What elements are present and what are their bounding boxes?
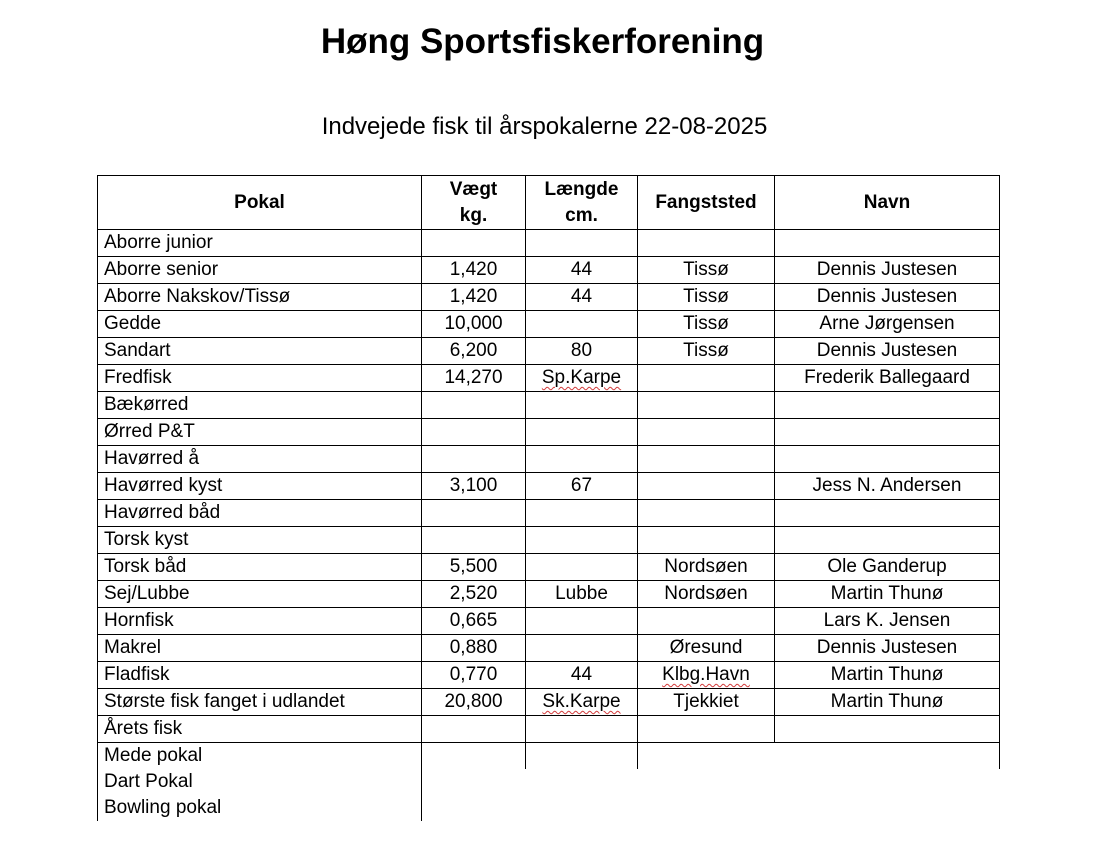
cell-pokal xyxy=(98,743,422,770)
cell-pokal-text: Fredfisk xyxy=(104,367,172,388)
cell-navn xyxy=(775,716,1000,743)
cell-navn xyxy=(775,419,1000,446)
table-row xyxy=(98,527,1000,554)
cell-laengde xyxy=(526,365,638,392)
cell-pokal xyxy=(98,581,422,608)
table-header xyxy=(98,176,1000,230)
cell-fangststed-text: Tjekkiet xyxy=(673,691,739,712)
cell-navn xyxy=(775,662,1000,689)
cell-pokal-text: Torsk kyst xyxy=(104,529,189,550)
cell-navn xyxy=(775,473,1000,500)
cell-laengde xyxy=(526,527,638,554)
cell-laengde xyxy=(526,581,638,608)
header-laengde xyxy=(526,176,638,230)
cell-laengde-text: 44 xyxy=(570,664,593,685)
cell-pokal xyxy=(98,554,422,581)
cell-fangststed-text: Øresund xyxy=(669,637,743,658)
cell-fangststed xyxy=(638,230,775,257)
table-row xyxy=(98,743,1000,770)
cell-navn-text: Arne Jørgensen xyxy=(819,313,955,334)
cell-vaegt-text: 5,500 xyxy=(449,556,498,577)
cell-empty xyxy=(775,795,1000,821)
cell-navn-text: Martin Thunø xyxy=(830,664,944,685)
cell-vaegt-text: 10,000 xyxy=(444,313,503,334)
document-subtitle: Indvejede fisk til årspokalerne 22-08-2025 xyxy=(321,113,768,140)
cell-empty xyxy=(526,769,638,795)
cell-vaegt xyxy=(422,473,526,500)
cell-vaegt-text: 1,420 xyxy=(449,259,498,280)
cell-vaegt-text: 0,665 xyxy=(449,610,498,631)
cell-pokal-text: Hornfisk xyxy=(104,610,174,631)
cell-laengde-text: 44 xyxy=(570,286,593,307)
document-title: Høng Sportsfiskerforening xyxy=(320,22,765,61)
cell-vaegt xyxy=(422,716,526,743)
cell-navn xyxy=(775,527,1000,554)
cell-pokal xyxy=(98,392,422,419)
cell-pokal-text: Mede pokal xyxy=(104,745,203,766)
cell-navn-text: Dennis Justesen xyxy=(816,340,958,361)
cell-laengde xyxy=(526,230,638,257)
cell-fangststed xyxy=(638,716,775,743)
cell-vaegt-text: 20,800 xyxy=(444,691,503,712)
header-vaegt-line1: Vægt xyxy=(449,178,498,200)
cell-empty xyxy=(422,795,526,821)
cell-fangststed xyxy=(638,311,775,338)
cell-fangststed xyxy=(638,392,775,419)
table-row xyxy=(98,581,1000,608)
cell-fangststed xyxy=(638,500,775,527)
cell-pokal-text: Havørred kyst xyxy=(104,475,223,496)
cell-vaegt xyxy=(422,257,526,284)
table-row xyxy=(98,365,1000,392)
cell-pokal-text: Makrel xyxy=(104,637,162,658)
cell-vaegt-text: 0,880 xyxy=(449,637,498,658)
cell-pokal-text: Torsk båd xyxy=(104,556,187,577)
cell-fangststed-text: Nordsøen xyxy=(664,583,748,604)
cell-pokal-text: Havørred båd xyxy=(104,502,221,523)
header-laengde-line2: cm. xyxy=(565,204,598,226)
cell-vaegt-text: 1,420 xyxy=(449,286,498,307)
cell-pokal xyxy=(98,311,422,338)
cell-fangststed-text: Klbg.Havn xyxy=(662,664,750,685)
cell-pokal-text: Fladfisk xyxy=(104,664,170,685)
cell-vaegt xyxy=(422,527,526,554)
table-row xyxy=(98,257,1000,284)
table-row xyxy=(98,662,1000,689)
cell-fangststed-text: Tissø xyxy=(683,286,729,307)
cell-vaegt xyxy=(422,230,526,257)
table-row xyxy=(98,419,1000,446)
cell-vaegt xyxy=(422,608,526,635)
cell-laengde xyxy=(526,500,638,527)
cell-fangststed-text: Tissø xyxy=(683,340,729,361)
cell-fangststed xyxy=(638,473,775,500)
cell-empty xyxy=(422,743,526,770)
cell-empty xyxy=(775,769,1000,795)
cell-laengde xyxy=(526,257,638,284)
cell-pokal xyxy=(98,446,422,473)
cell-navn-text: Ole Ganderup xyxy=(827,556,947,577)
cell-vaegt xyxy=(422,419,526,446)
cell-navn-text: Dennis Justesen xyxy=(816,637,958,658)
cell-pokal-text: Sej/Lubbe xyxy=(104,583,190,604)
cell-pokal xyxy=(98,365,422,392)
cell-vaegt xyxy=(422,446,526,473)
cell-navn xyxy=(775,581,1000,608)
table-row xyxy=(98,473,1000,500)
cell-pokal xyxy=(98,635,422,662)
table-row xyxy=(98,769,1000,795)
cell-pokal-text: Dart Pokal xyxy=(104,771,193,792)
header-laengde-line1: Længde xyxy=(544,178,619,200)
cell-pokal-text: Største fisk fanget i udlandet xyxy=(104,691,345,712)
cell-vaegt xyxy=(422,500,526,527)
cell-laengde xyxy=(526,473,638,500)
cell-laengde xyxy=(526,311,638,338)
table-row xyxy=(98,795,1000,821)
header-vaegt xyxy=(422,176,526,230)
cell-laengde xyxy=(526,284,638,311)
cell-navn-text: Lars K. Jensen xyxy=(823,610,951,631)
cell-navn-text: Dennis Justesen xyxy=(816,259,958,280)
table-row xyxy=(98,635,1000,662)
cell-navn xyxy=(775,635,1000,662)
cell-laengde xyxy=(526,689,638,716)
cell-laengde-text: 44 xyxy=(570,259,593,280)
cell-pokal-text: Ørred P&T xyxy=(104,421,195,442)
cell-fangststed-text: Tissø xyxy=(683,313,729,334)
table-row xyxy=(98,716,1000,743)
cell-pokal xyxy=(98,662,422,689)
cell-laengde-text: Sp.Karpe xyxy=(541,367,622,388)
cell-vaegt xyxy=(422,662,526,689)
header-vaegt-line2: kg. xyxy=(459,204,488,226)
cell-vaegt-text: 0,770 xyxy=(449,664,498,685)
cell-fangststed xyxy=(638,284,775,311)
cell-fangststed xyxy=(638,338,775,365)
table-row xyxy=(98,392,1000,419)
cell-navn-text: Dennis Justesen xyxy=(816,286,958,307)
cell-navn xyxy=(775,608,1000,635)
cell-fangststed xyxy=(638,554,775,581)
cell-laengde xyxy=(526,716,638,743)
cell-vaegt xyxy=(422,365,526,392)
header-navn: Navn xyxy=(775,176,1000,230)
cell-pokal-text: Aborre junior xyxy=(104,232,213,253)
cell-navn xyxy=(775,689,1000,716)
cell-vaegt xyxy=(422,284,526,311)
cell-empty xyxy=(638,769,775,795)
cell-pokal-text: Aborre senior xyxy=(104,259,219,280)
cell-laengde xyxy=(526,608,638,635)
cell-vaegt xyxy=(422,581,526,608)
cell-pokal-text: Havørred å xyxy=(104,448,200,469)
cell-fangststed xyxy=(638,419,775,446)
table-row xyxy=(98,689,1000,716)
cell-navn xyxy=(775,446,1000,473)
cell-laengde xyxy=(526,662,638,689)
cell-pokal xyxy=(98,689,422,716)
cell-laengde xyxy=(526,338,638,365)
cell-fangststed xyxy=(638,608,775,635)
cell-navn xyxy=(775,392,1000,419)
table-row xyxy=(98,230,1000,257)
table-row xyxy=(98,338,1000,365)
cell-laengde-text: Lubbe xyxy=(555,583,608,604)
cell-vaegt-text: 2,520 xyxy=(449,583,498,604)
table-row xyxy=(98,500,1000,527)
cell-fangststed xyxy=(638,635,775,662)
cell-navn-text: Jess N. Andersen xyxy=(812,475,962,496)
cell-fangststed xyxy=(638,662,775,689)
cell-fangststed-text: Tissø xyxy=(683,259,729,280)
cell-navn xyxy=(775,338,1000,365)
cell-pokal xyxy=(98,230,422,257)
cell-laengde-text: Sk.Karpe xyxy=(542,691,621,712)
cell-pokal-text: Gedde xyxy=(104,313,162,334)
table-row xyxy=(98,284,1000,311)
cell-pokal xyxy=(98,795,422,821)
cell-pokal-text: Aborre Nakskov/Tissø xyxy=(104,286,291,307)
cell-navn-text: Martin Thunø xyxy=(830,691,944,712)
cell-fangststed xyxy=(638,527,775,554)
cell-navn-text: Martin Thunø xyxy=(830,583,944,604)
table-row xyxy=(98,554,1000,581)
table-row xyxy=(98,446,1000,473)
cell-vaegt-text: 3,100 xyxy=(449,475,498,496)
cell-vaegt-text: 6,200 xyxy=(449,340,498,361)
cell-fangststed xyxy=(638,446,775,473)
header-pokal: Pokal xyxy=(98,176,422,230)
cell-pokal xyxy=(98,419,422,446)
cell-empty xyxy=(526,795,638,821)
cell-fangststed xyxy=(638,365,775,392)
cell-vaegt xyxy=(422,311,526,338)
cell-pokal-text: Sandart xyxy=(104,340,171,361)
cell-pokal-text: Bækørred xyxy=(104,394,189,415)
header-row xyxy=(98,176,1000,230)
cell-vaegt xyxy=(422,392,526,419)
cell-pokal-text: Bowling pokal xyxy=(104,797,222,818)
cell-laengde-text: 80 xyxy=(570,340,593,361)
cell-vaegt xyxy=(422,338,526,365)
cell-pokal xyxy=(98,500,422,527)
table-body xyxy=(98,230,1000,822)
cell-pokal xyxy=(98,473,422,500)
cell-fangststed xyxy=(638,689,775,716)
header-fangststed: Fangststed xyxy=(638,176,775,230)
cell-navn-text: Frederik Ballegaard xyxy=(804,367,970,388)
cell-vaegt xyxy=(422,554,526,581)
table-row xyxy=(98,608,1000,635)
cell-navn xyxy=(775,500,1000,527)
cell-laengde xyxy=(526,419,638,446)
cell-pokal xyxy=(98,284,422,311)
cell-vaegt xyxy=(422,689,526,716)
cell-pokal xyxy=(98,608,422,635)
trophy-table xyxy=(97,175,1000,821)
cell-fangststed-text: Nordsøen xyxy=(664,556,748,577)
cell-empty xyxy=(526,743,638,770)
cell-navn xyxy=(775,365,1000,392)
cell-fangststed xyxy=(638,581,775,608)
cell-navn xyxy=(775,311,1000,338)
cell-empty xyxy=(775,743,1000,770)
cell-pokal xyxy=(98,769,422,795)
cell-pokal xyxy=(98,338,422,365)
cell-vaegt xyxy=(422,635,526,662)
cell-pokal xyxy=(98,257,422,284)
cell-empty xyxy=(422,769,526,795)
cell-pokal xyxy=(98,716,422,743)
cell-navn xyxy=(775,230,1000,257)
cell-laengde xyxy=(526,392,638,419)
cell-empty xyxy=(638,795,775,821)
cell-laengde xyxy=(526,635,638,662)
cell-empty xyxy=(638,743,775,770)
cell-pokal xyxy=(98,527,422,554)
table-row xyxy=(98,311,1000,338)
cell-vaegt-text: 14,270 xyxy=(444,367,503,388)
cell-fangststed xyxy=(638,257,775,284)
cell-pokal-text: Årets fisk xyxy=(104,718,183,739)
cell-navn xyxy=(775,257,1000,284)
cell-laengde xyxy=(526,554,638,581)
cell-navn xyxy=(775,284,1000,311)
cell-navn xyxy=(775,554,1000,581)
cell-laengde-text: 67 xyxy=(570,475,593,496)
cell-laengde xyxy=(526,446,638,473)
